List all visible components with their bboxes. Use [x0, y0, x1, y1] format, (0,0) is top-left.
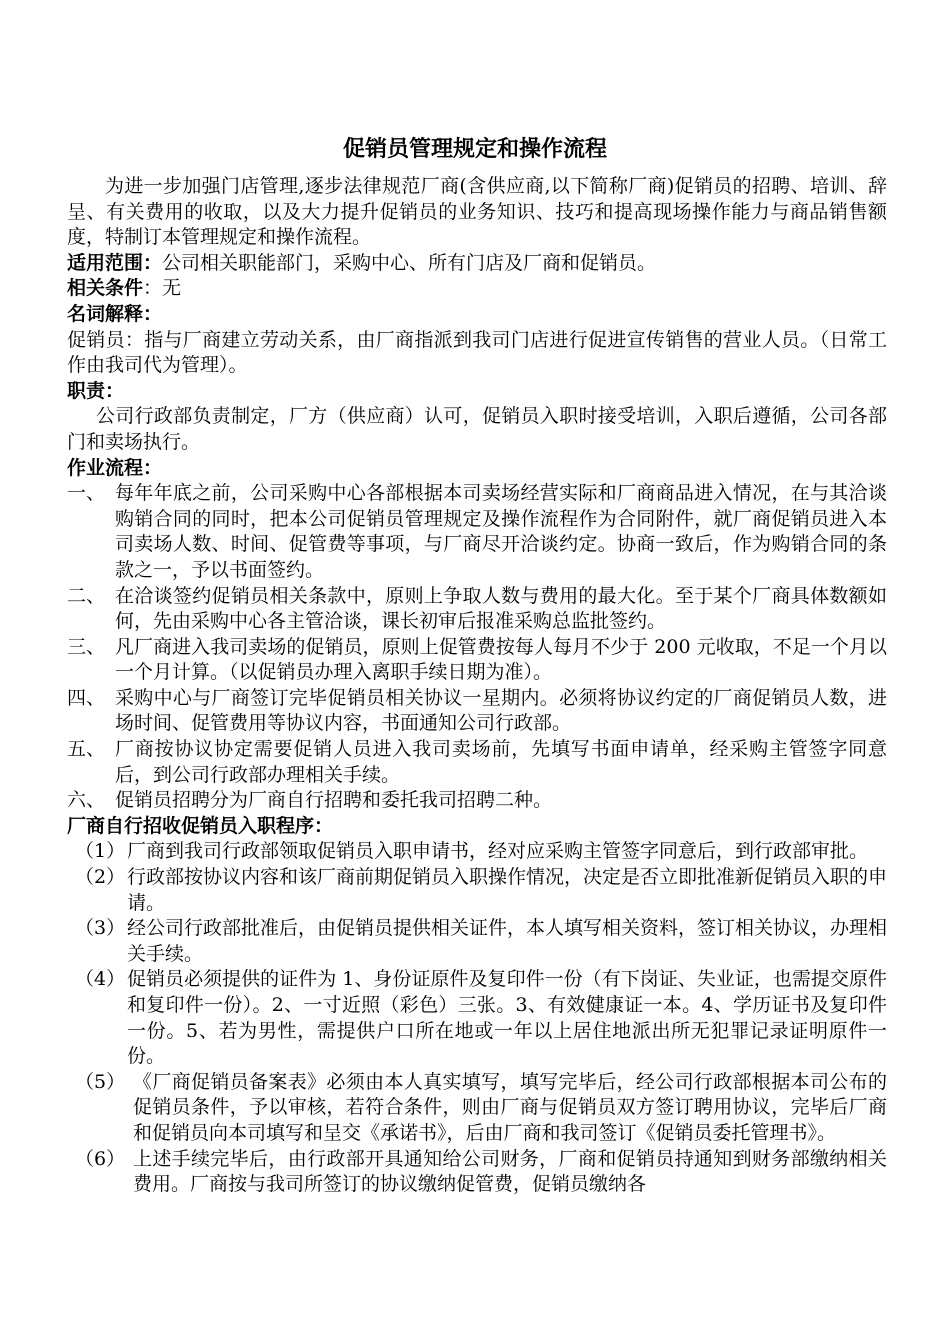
terms-label: 名词解释： [67, 302, 163, 325]
document-body [67, 174, 887, 1198]
self-recruit-item-number: （5） [75, 1070, 126, 1093]
self-recruit-item-number: （4） [75, 968, 126, 991]
document-title: 促销员管理规定和操作流程 [342, 137, 607, 162]
process-item [67, 788, 887, 814]
process-item-text: 凡厂商进入我司卖场的促销员，原则上促管费按每人每月不少于 200 元收取，不足一个月以一个月计算。（以促销员办理入离职手续日期为准）。 [115, 635, 887, 684]
self-recruit-item-text: 厂商到我司行政部领取促销员入职申请书，经对应采购主管签字同意后，到行政部审批。 [127, 840, 869, 863]
self-recruit-item [67, 839, 887, 865]
self-recruit-item [67, 1147, 887, 1198]
process-label: 作业流程： [67, 456, 163, 479]
process-item [67, 686, 887, 737]
self-recruit-item-text: 促销员必须提供的证件为 1、身份证原件及复印件一份（有下岗证、失业证，也需提交原件和复印件一份）。2、一寸近照（彩色）三张。3、有效健康证一本。4、学历证书及复印件一份。5、若为男性，需提供户口所在地或一年以上居住地派出所无犯罪记录证明原件一份。 [127, 968, 887, 1068]
self-recruit-item-number: （3） [75, 917, 126, 940]
conditions-text: 无 [162, 277, 182, 300]
self-recruit-item [67, 1070, 887, 1147]
self-recruit-item-text: 上述手续完毕后，由行政部开具通知给公司财务，厂商和促销员持通知到财务部缴纳相关费用。厂商按与我司所签订的协议缴纳促管费，促销员缴纳各 [133, 1147, 887, 1196]
process-item-number: 一、 [67, 482, 106, 505]
process-item-number: 五、 [67, 738, 106, 761]
process-list [67, 481, 887, 814]
conditions-sep: ： [143, 277, 163, 300]
terms-text: 促销员：指与厂商建立劳动关系，由厂商指派到我司门店进行促进宣传销售的营业人员。（日常工作由我司代为管理）。 [67, 328, 887, 377]
process-item-text: 采购中心与厂商签订完毕促销员相关协议一星期内。必须将协议约定的厂商促销员人数，进场时间、促管费用等协议内容，书面通知公司行政部。 [115, 686, 887, 735]
scope-label: 适用范围： [67, 251, 163, 274]
self-recruit-item-number: （6） [75, 1147, 126, 1170]
process-item [67, 584, 887, 635]
scope-text: 公司相关职能部门，采购中心、所有门店及厂商和促销员。 [162, 251, 657, 274]
self-recruit-list [67, 839, 887, 1197]
conditions-label: 相关条件 [67, 277, 144, 300]
conditions-line [67, 276, 887, 302]
self-recruit-item-text: 行政部按协议内容和该厂商前期促销员入职操作情况，决定是否立即批准新促销员入职的申请。 [127, 866, 888, 914]
process-item-text: 每年年底之前，公司采购中心各部根据本司卖场经营实际和厂商商品进入情况，在与其洽谈购销合同的同时，把本公司促销员管理规定及操作流程作为合同附件，就厂商促销员进入本司卖场人数、时间、促管费等事项，与厂商尽开洽谈约定。协商一致后，作为购销合同的条款之一，予以书面签约。 [115, 482, 887, 581]
self-recruit-item [67, 865, 887, 916]
process-item [67, 635, 887, 686]
process-item-text: 在洽谈签约促销员相关条款中，原则上争取人数与费用的最大化。至于某个厂商具体数额如何，先由采购中心各主管洽谈，课长初审后报准采购总监批签约。 [115, 584, 887, 633]
process-item [67, 737, 887, 788]
process-item-text: 促销员招聘分为厂商自行招聘和委托我司招聘二种。 [115, 789, 553, 812]
duties-label: 职责： [67, 379, 125, 402]
duties-text: 公司行政部负责制定，厂方（供应商）认可，促销员入职时接受培训，入职后遵循，公司各部门和卖场执行。 [67, 405, 887, 453]
process-item [67, 481, 887, 583]
self-recruit-item-number: （2） [75, 866, 126, 889]
process-item-text: 厂商按协议协定需要促销人员进入我司卖场前，先填写书面申请单，经采购主管签字同意后，到公司行政部办理相关手续。 [115, 738, 887, 786]
self-recruit-item [67, 967, 887, 1069]
intro-paragraph: 为进一步加强门店管理,逐步法律规范厂商(含供应商,以下简称厂商)促销员的招聘、培训、辞呈、有关费用的收取，以及大力提升促销员的业务知识、技巧和提高现场操作能力与商品销售额度，特制订本管理规定和操作流程。 [67, 175, 887, 249]
self-recruit-label: 厂商自行招收促销员入职程序： [67, 814, 334, 837]
process-item-number: 三、 [67, 635, 106, 658]
process-item-number: 六、 [67, 789, 106, 812]
process-item-number: 四、 [67, 686, 106, 709]
self-recruit-item [67, 916, 887, 967]
scope-line [67, 251, 887, 277]
self-recruit-item-number: （1） [75, 840, 126, 863]
process-item-number: 二、 [67, 584, 106, 607]
self-recruit-item-text: 经公司行政部批准后，由促销员提供相关证件，本人填写相关资料，签订相关协议，办理相关手续。 [127, 917, 888, 965]
self-recruit-item-text: 《厂商促销员备案表》必须由本人真实填写，填写完毕后，经公司行政部根据本司公布的促销员条件，予以审核，若符合条件，则由厂商与促销员双方签订聘用协议，完毕后厂商和促销员向本司填写和呈交《承诺书》，后由厂商和我司签订《促销员委托管理书》。 [133, 1070, 887, 1144]
